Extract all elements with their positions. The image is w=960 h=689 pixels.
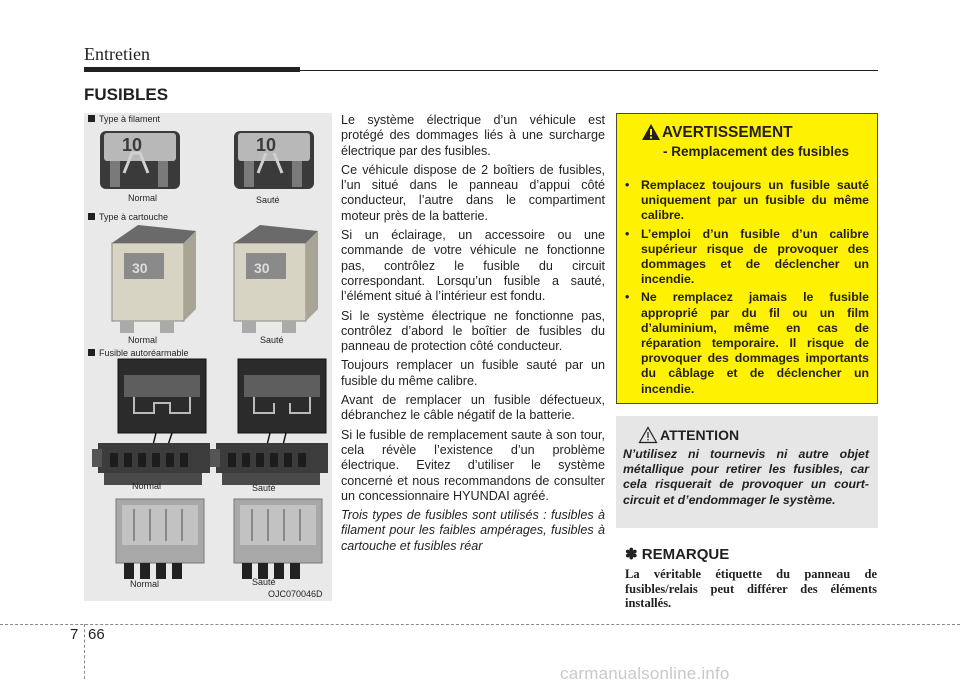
caption-block-normal: Normal: [130, 579, 160, 589]
label-cartridge-type: Type à cartouche: [88, 212, 168, 222]
warning-triangle-icon: [641, 123, 661, 141]
caption-filament-blown: Sauté: [256, 195, 280, 205]
chapter-number: 7: [70, 626, 79, 643]
resettable-fuse-connector-blown-icon: [210, 443, 328, 485]
footer-rule: [0, 624, 960, 625]
body-paragraph: Ce véhicule dispose de 2 boîtiers de fusibles, l’un situé dans le panneau d’appui côté conducteur, l’autre dans le compartiment moteur près de la batterie.: [341, 162, 605, 223]
warning-title: AVERTISSEMENT: [662, 124, 793, 141]
warning-item: • L’emploi d’un fusible d’un calibre supérieur risque de provoquer des dommages et de déclencher un incendie.: [623, 227, 869, 288]
remark-title: ✽ REMARQUE: [625, 546, 730, 563]
section-title: FUSIBLES: [84, 85, 169, 104]
cartridge-fuse-normal-icon: [112, 225, 196, 333]
body-paragraph-italic: Trois types de fusibles sont utilisés : fusibles à filament pour les faibles ampérages, fusibles à cartouche et fusibles réar: [341, 508, 605, 553]
page-number: 66: [88, 626, 105, 643]
label-filament-type: Type à filament: [88, 114, 160, 124]
body-paragraph: Si un éclairage, un accessoire ou une commande de votre véhicule ne fonctionne pas, contrôlez le fusible du circuit correspondant. Lorsqu’un fusible a sauté, l’élément situé à l’intérieur est fondu.: [341, 228, 605, 304]
body-text: [341, 113, 605, 558]
body-paragraph: Avant de remplacer un fusible défectueux, débranchez le câble négatif de la batterie.: [341, 393, 605, 423]
fuse-types-figure: [84, 113, 332, 601]
blade-fuse-normal-rating: 10: [122, 135, 143, 155]
label-resettable-type: Fusible autoréarmable: [88, 348, 189, 358]
body-paragraph: Le système électrique d’un véhicule est protégé des dommages liés à une surcharge électrique par des fusibles.: [341, 113, 605, 158]
cartridge-fuse-blown-icon: [234, 225, 318, 333]
caption-block-blown: Sauté: [252, 577, 276, 587]
figure-code: OJC070046D: [268, 589, 323, 599]
bullet-square-icon: [88, 115, 95, 122]
watermark: carmanualsonline.info: [560, 664, 730, 683]
header-title: Entretien: [84, 44, 150, 64]
attention-box: [616, 416, 878, 528]
warning-item: • Ne remplacez jamais le fusible approprié par du fil ou un film d’aluminium, même en cas de réparation temporaire. Il risque de provoquer des dommages importants du câblage et de déclencher un incendie.: [623, 290, 869, 396]
warning-subtitle: - Remplacement des fusibles: [663, 144, 850, 159]
resettable-fuse-block-normal-icon: [116, 499, 204, 579]
body-paragraph: Si le fusible de remplacement saute à son tour, cela révèle l’existence d’un problème électrique. Evitez d’utiliser le système concerné et nous recommandons de consulter un concessionnaire HYUNDAI agréé.: [341, 427, 605, 503]
resettable-fuse-detail-blown-icon: [238, 359, 326, 457]
attention-title: ATTENTION: [660, 427, 740, 443]
resettable-fuse-block-blown-icon: [234, 499, 322, 579]
body-paragraph: Toujours remplacer un fusible sauté par un fusible du même calibre.: [341, 358, 605, 388]
resettable-fuse-detail-normal-icon: [118, 359, 206, 457]
warning-item: • Remplacez toujours un fusible sauté uniquement par un fusible du même calibre.: [623, 178, 869, 224]
bullet-square-icon: [88, 349, 95, 356]
remark-text: La véritable étiquette du panneau de fusibles/relais peut différer des éléments installés.: [625, 567, 877, 610]
resettable-fuse-connector-normal-icon: [92, 443, 210, 485]
caption-resettable-normal: Normal: [132, 481, 162, 491]
caption-resettable-blown: Sauté: [252, 483, 276, 493]
bullet-square-icon: [88, 213, 95, 220]
body-paragraph: Si le système électrique ne fonctionne pas, contrôlez d’abord le boîtier de fusibles du panneau de protection côté conducteur.: [341, 308, 605, 354]
footer-divider: [84, 624, 85, 679]
caption-filament-normal: Normal: [128, 193, 158, 203]
header-rule: [300, 70, 878, 71]
caption-cartridge-blown: Sauté: [260, 335, 284, 345]
cartridge-fuse-blown-rating: 30: [254, 260, 270, 276]
warning-box: [616, 113, 878, 404]
attention-text: N’utilisez ni tournevis ni autre objet métallique pour retirer les fusibles, car cela risquerait de provoquer un court-circuit et d’endommager le système.: [623, 447, 869, 507]
warning-list: [623, 178, 869, 400]
cartridge-fuse-normal-rating: 30: [132, 260, 148, 276]
caution-triangle-icon: [638, 426, 658, 444]
blade-fuse-blown-rating: 10: [256, 135, 277, 155]
caption-cartridge-normal: Normal: [128, 335, 158, 345]
header-bar: [84, 67, 300, 72]
